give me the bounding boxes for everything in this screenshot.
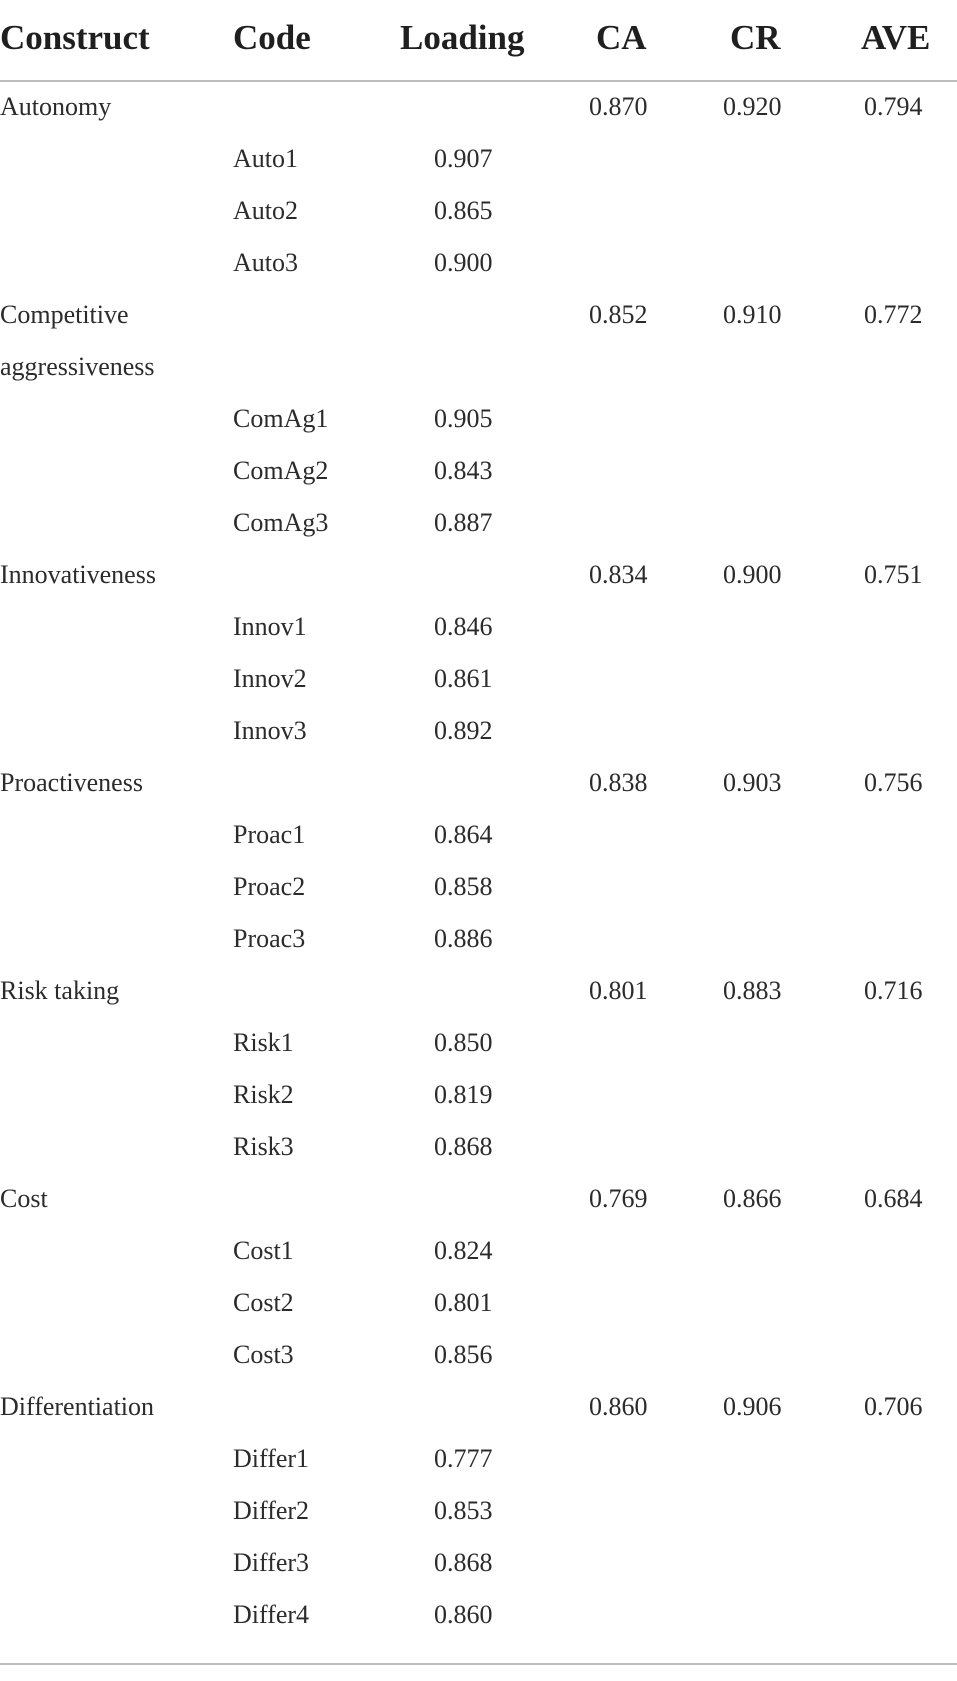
header-construct: Construct — [0, 18, 150, 57]
cell-cr: 0.900 — [723, 560, 782, 589]
cell-code: Risk3 — [233, 1132, 294, 1161]
cell-ca: 0.801 — [589, 976, 648, 1005]
cell-ave: 0.756 — [864, 768, 923, 797]
cell-loading: 0.868 — [434, 1132, 493, 1161]
cell-loading: 0.819 — [434, 1080, 493, 1109]
cell-code: Differ4 — [233, 1600, 310, 1629]
cell-loading: 0.850 — [434, 1028, 493, 1057]
cell-ave: 0.794 — [864, 92, 923, 121]
cell-code: Differ2 — [233, 1496, 310, 1525]
cell-loading: 0.900 — [434, 248, 493, 277]
cell-loading: 0.801 — [434, 1288, 493, 1317]
header-ca: CA — [596, 18, 647, 57]
cell-loading: 0.905 — [434, 404, 493, 433]
header-cr: CR — [730, 18, 781, 57]
cell-loading: 0.887 — [434, 508, 493, 537]
cell-loading: 0.886 — [434, 924, 493, 953]
cell-code: ComAg2 — [233, 456, 329, 485]
cell-ave: 0.706 — [864, 1392, 923, 1421]
cell-ca: 0.860 — [589, 1392, 648, 1421]
cell-construct: Competitive — [0, 300, 129, 329]
cell-code: Innov2 — [233, 664, 307, 693]
cell-construct: Autonomy — [0, 92, 112, 121]
cell-loading: 0.856 — [434, 1340, 493, 1369]
cell-ca: 0.852 — [589, 300, 648, 329]
cell-cr: 0.883 — [723, 976, 782, 1005]
bottom-rule — [0, 1663, 957, 1665]
cell-ca: 0.834 — [589, 560, 648, 589]
cell-loading: 0.860 — [434, 1600, 493, 1629]
cell-loading: 0.824 — [434, 1236, 493, 1265]
cell-code: Cost2 — [233, 1288, 294, 1317]
cell-cr: 0.866 — [723, 1184, 782, 1213]
cell-cr: 0.906 — [723, 1392, 782, 1421]
cell-code: Differ3 — [233, 1548, 310, 1577]
cell-construct: Risk taking — [0, 976, 120, 1005]
cell-code: Innov3 — [233, 716, 307, 745]
cell-code: Proac3 — [233, 924, 306, 953]
cell-code: Auto1 — [233, 144, 298, 173]
cell-ave: 0.751 — [864, 560, 923, 589]
cell-cr: 0.910 — [723, 300, 782, 329]
cell-loading: 0.865 — [434, 196, 493, 225]
cell-loading: 0.777 — [434, 1444, 493, 1473]
cell-loading: 0.892 — [434, 716, 493, 745]
cell-ave: 0.772 — [864, 300, 923, 329]
cell-ca: 0.870 — [589, 92, 648, 121]
cell-code: Innov1 — [233, 612, 307, 641]
header-code: Code — [233, 18, 311, 57]
cell-code: Proac1 — [233, 820, 306, 849]
header-ave: AVE — [861, 18, 931, 57]
cell-code: Risk2 — [233, 1080, 294, 1109]
cell-cr: 0.903 — [723, 768, 782, 797]
cell-ave: 0.716 — [864, 976, 923, 1005]
cell-loading: 0.843 — [434, 456, 493, 485]
cell-construct: Innovativeness — [0, 560, 156, 589]
cell-loading: 0.853 — [434, 1496, 493, 1525]
cell-ca: 0.769 — [589, 1184, 648, 1213]
cell-construct: Cost — [0, 1184, 48, 1213]
cell-code: Differ1 — [233, 1444, 310, 1473]
cell-code: Proac2 — [233, 872, 306, 901]
cell-loading: 0.846 — [434, 612, 493, 641]
cell-code: Cost1 — [233, 1236, 294, 1265]
cell-loading: 0.868 — [434, 1548, 493, 1577]
cell-loading: 0.907 — [434, 144, 493, 173]
cell-code: ComAg3 — [233, 508, 329, 537]
cell-cr: 0.920 — [723, 92, 782, 121]
cell-construct: Differentiation — [0, 1392, 155, 1421]
cell-code: Cost3 — [233, 1340, 294, 1369]
cell-loading: 0.861 — [434, 664, 493, 693]
cell-loading: 0.864 — [434, 820, 493, 849]
cell-code: Auto3 — [233, 248, 298, 277]
cell-ca: 0.838 — [589, 768, 648, 797]
header-loading: Loading — [400, 18, 525, 57]
cell-ave: 0.684 — [864, 1184, 923, 1213]
cell-construct: Proactiveness — [0, 768, 143, 797]
cell-loading: 0.858 — [434, 872, 493, 901]
cell-code: Auto2 — [233, 196, 298, 225]
header-rule — [0, 80, 957, 82]
cell-code: ComAg1 — [233, 404, 329, 433]
cell-construct: aggressiveness — [0, 352, 155, 381]
cell-code: Risk1 — [233, 1028, 294, 1057]
